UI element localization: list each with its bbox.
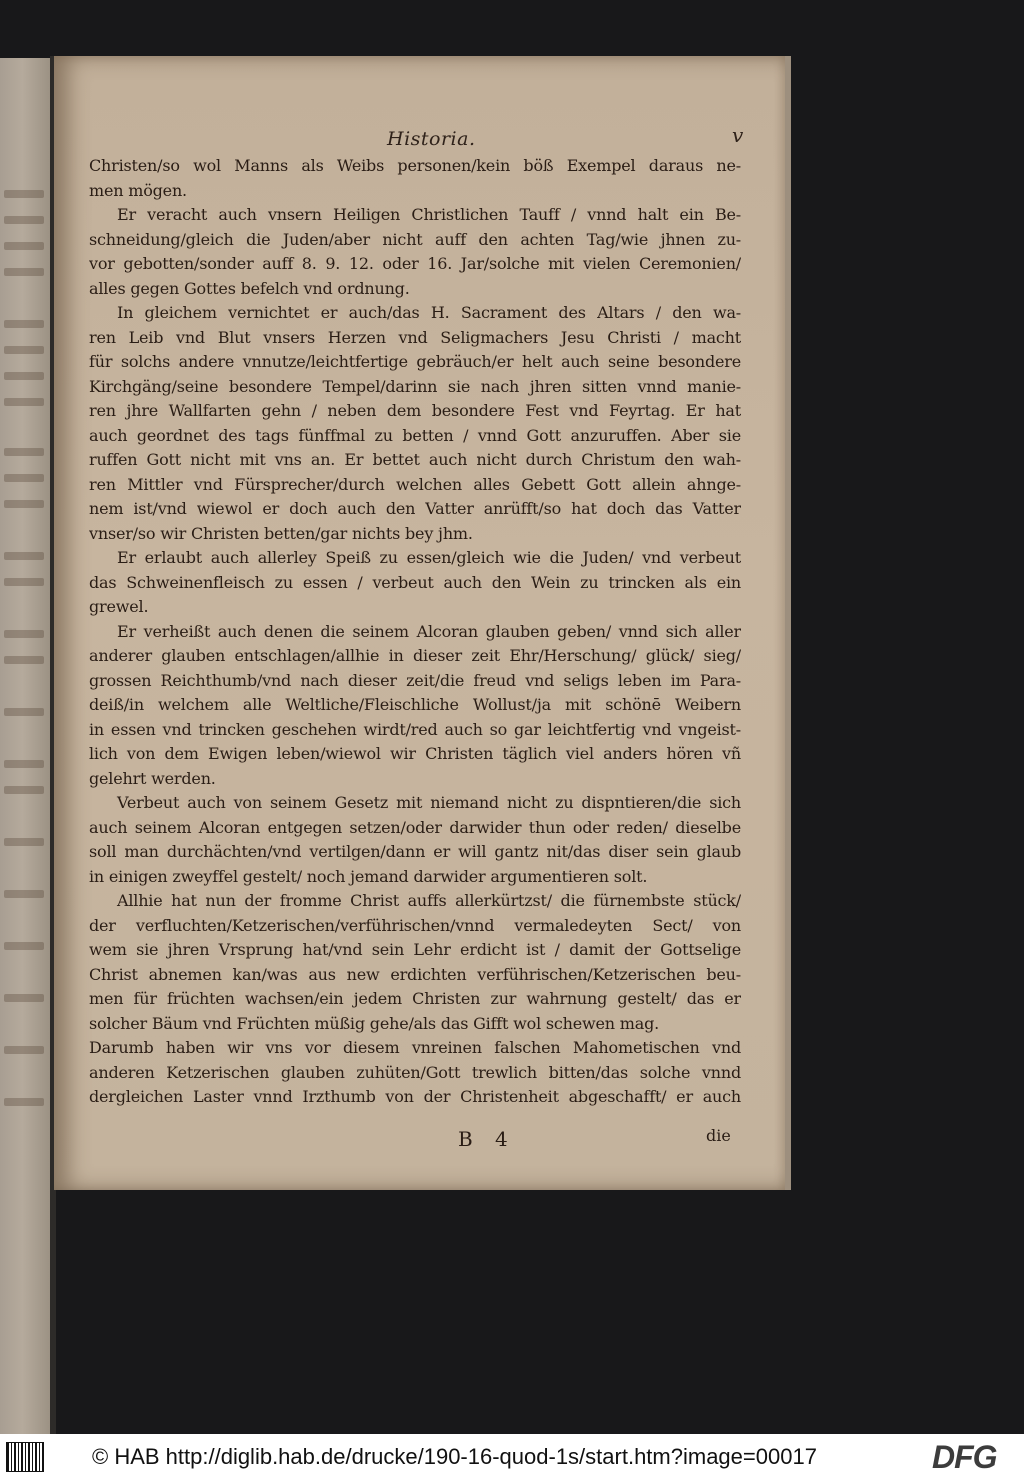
- text-line: anderen Ketzerischen glauben zuhüten/Gott trewlich bitten/das solche vnnd: [89, 1062, 741, 1082]
- source-link[interactable]: © HAB http://diglib.hab.de/drucke/190-16-quod-1s/start.htm?image=00017: [92, 1444, 817, 1469]
- text-line: Darumb haben wir vns vor diesem vnreinen falschen Mahometischen vnd: [89, 1038, 741, 1057]
- text-line: wem sie jhren Vrsprung hat/vnd sein Lehr erdicht ist / damit der Gottselige: [89, 940, 741, 959]
- text-line: lich von dem Ewigen leben/wiewol wir Christen täglich viel anders hören vñ: [89, 744, 741, 763]
- text-line: deiß/in welchem alle Weltliche/Fleischliche Wollust/ja mit schönē Weibern: [89, 695, 741, 714]
- dfg-logo: DFG: [932, 1439, 997, 1475]
- text-line: Er verheißt auch denen die seinem Alcoran glauben geben/ vnnd sich aller: [117, 621, 741, 641]
- text-line: gelehrt werden.: [89, 768, 216, 788]
- text-line: Christen/so wol Manns als Weibs personen/kein böß Exempel daraus ne-: [89, 156, 741, 175]
- text-line: vor gebotten/sonder auff 8. 9. 12. oder 16. Jar/solche mit vielen Ceremonien/: [89, 254, 741, 273]
- text-line: Kirchgäng/seine besondere Tempel/darinn sie nach jhren sitten vnnd manie-: [89, 376, 741, 396]
- text-line: auch geordnet des tags fünffmal zu betten / vnnd Gott anzuruffen. Aber sie: [89, 425, 741, 445]
- text-line: Verbeut auch von seinem Gesetz mit niemand nicht zu dispntieren/die sich: [117, 793, 741, 812]
- text-line: der verfluchten/Ketzerischen/verführischen/vnnd vermaledeyten Sect/ von: [89, 915, 741, 935]
- text-line: ren Leib vnd Blut vnsers Herzen vnd Seligmachers Jesu Christi / macht: [89, 327, 741, 347]
- catchword: die: [706, 1126, 731, 1145]
- text-line: In gleichem vernichtet er auch/das H. Sacrament des Altars / den wa-: [117, 303, 741, 322]
- text-line: in einigen zweyffel gestelt/ noch jemand darwider argumentieren solt.: [89, 866, 648, 886]
- text-line: ren Mittler vnd Fürsprecher/durch welchen alles Gebett Gott allein ahnge-: [89, 474, 741, 494]
- text-line: soll man durchächten/vnd vertilgen/dann er will gantz nit/das diser sein glaub: [89, 842, 741, 861]
- text-line: alles gegen Gottes befelch vnd ordnung.: [89, 278, 410, 298]
- text-line: nem ist/vnd wiewol er doch auch den Vatter anrüfft/so hat doch das Vatter: [89, 499, 741, 518]
- text-line: Er veracht auch vnsern Heiligen Christlichen Tauff / vnnd halt ein Be-: [117, 205, 741, 224]
- page-body-text: [89, 154, 741, 1110]
- folio-number: v: [732, 123, 744, 147]
- text-line: solcher Bäum vnd Früchten müßig gehe/als das Gifft wol schewen mag.: [89, 1013, 660, 1033]
- text-line: das Schweinenfleisch zu essen / verbeut auch den Wein zu trincken als ein: [89, 572, 741, 592]
- signature-mark: B 4: [458, 1127, 516, 1151]
- text-line: dergleichen Laster vnnd Irzthumb von der Christenheit abgeschafft/ er auch: [89, 1087, 741, 1106]
- text-line: men für früchten wachsen/ein jedem Christen zur wahrnung gestelt/ das er: [89, 989, 741, 1008]
- text-line: auch seinem Alcoran entgegen setzen/oder darwider thun oder reden/ dieselbe: [89, 817, 741, 837]
- text-line: für solchs andere vnnutze/leichtfertige gebräuch/er helt auch seine besondere: [89, 352, 741, 371]
- previous-page-edge: [0, 58, 50, 1434]
- text-line: Er erlaubt auch allerley Speiß zu essen/gleich wie die Juden/ vnd verbeut: [117, 548, 741, 567]
- text-line: vnser/so wir Christen betten/gar nichts bey jhm.: [89, 523, 473, 543]
- text-line: anderer glauben entschlagen/allhie in dieser zeit Ehr/Herschung/ glück/ sieg/: [89, 646, 741, 665]
- barcode-icon: [6, 1442, 44, 1472]
- text-line: in essen vnd trincken geschehen wirdt/red auch so gar leichtfertig vnd vngeist-: [89, 719, 741, 739]
- text-line: Christ abnemen kan/was aus new erdichten verführischen/Ketzerischen beu-: [89, 964, 741, 984]
- text-line: grewel.: [89, 597, 149, 616]
- text-line: grossen Reichthumb/vnd nach dieser zeit/die freud vnd seligs leben im Para-: [89, 670, 741, 690]
- text-line: men mögen.: [89, 180, 187, 200]
- text-line: ruffen Gott nicht mit vns an. Er bettet auch nicht durch Christum den wah-: [89, 450, 741, 469]
- text-line: Allhie hat nun der fromme Christ auffs allerkürtzst/ die fürnembste stück/: [117, 891, 741, 910]
- footer-bar: [0, 1434, 1024, 1478]
- text-line: schneidung/gleich die Juden/aber nicht auff den achten Tag/wie jhnen zu-: [89, 229, 741, 249]
- text-line: ren jhre Wallfarten gehn / neben dem besondere Fest vnd Feyrtag. Er hat: [89, 401, 741, 420]
- running-head: Historia.: [387, 128, 476, 150]
